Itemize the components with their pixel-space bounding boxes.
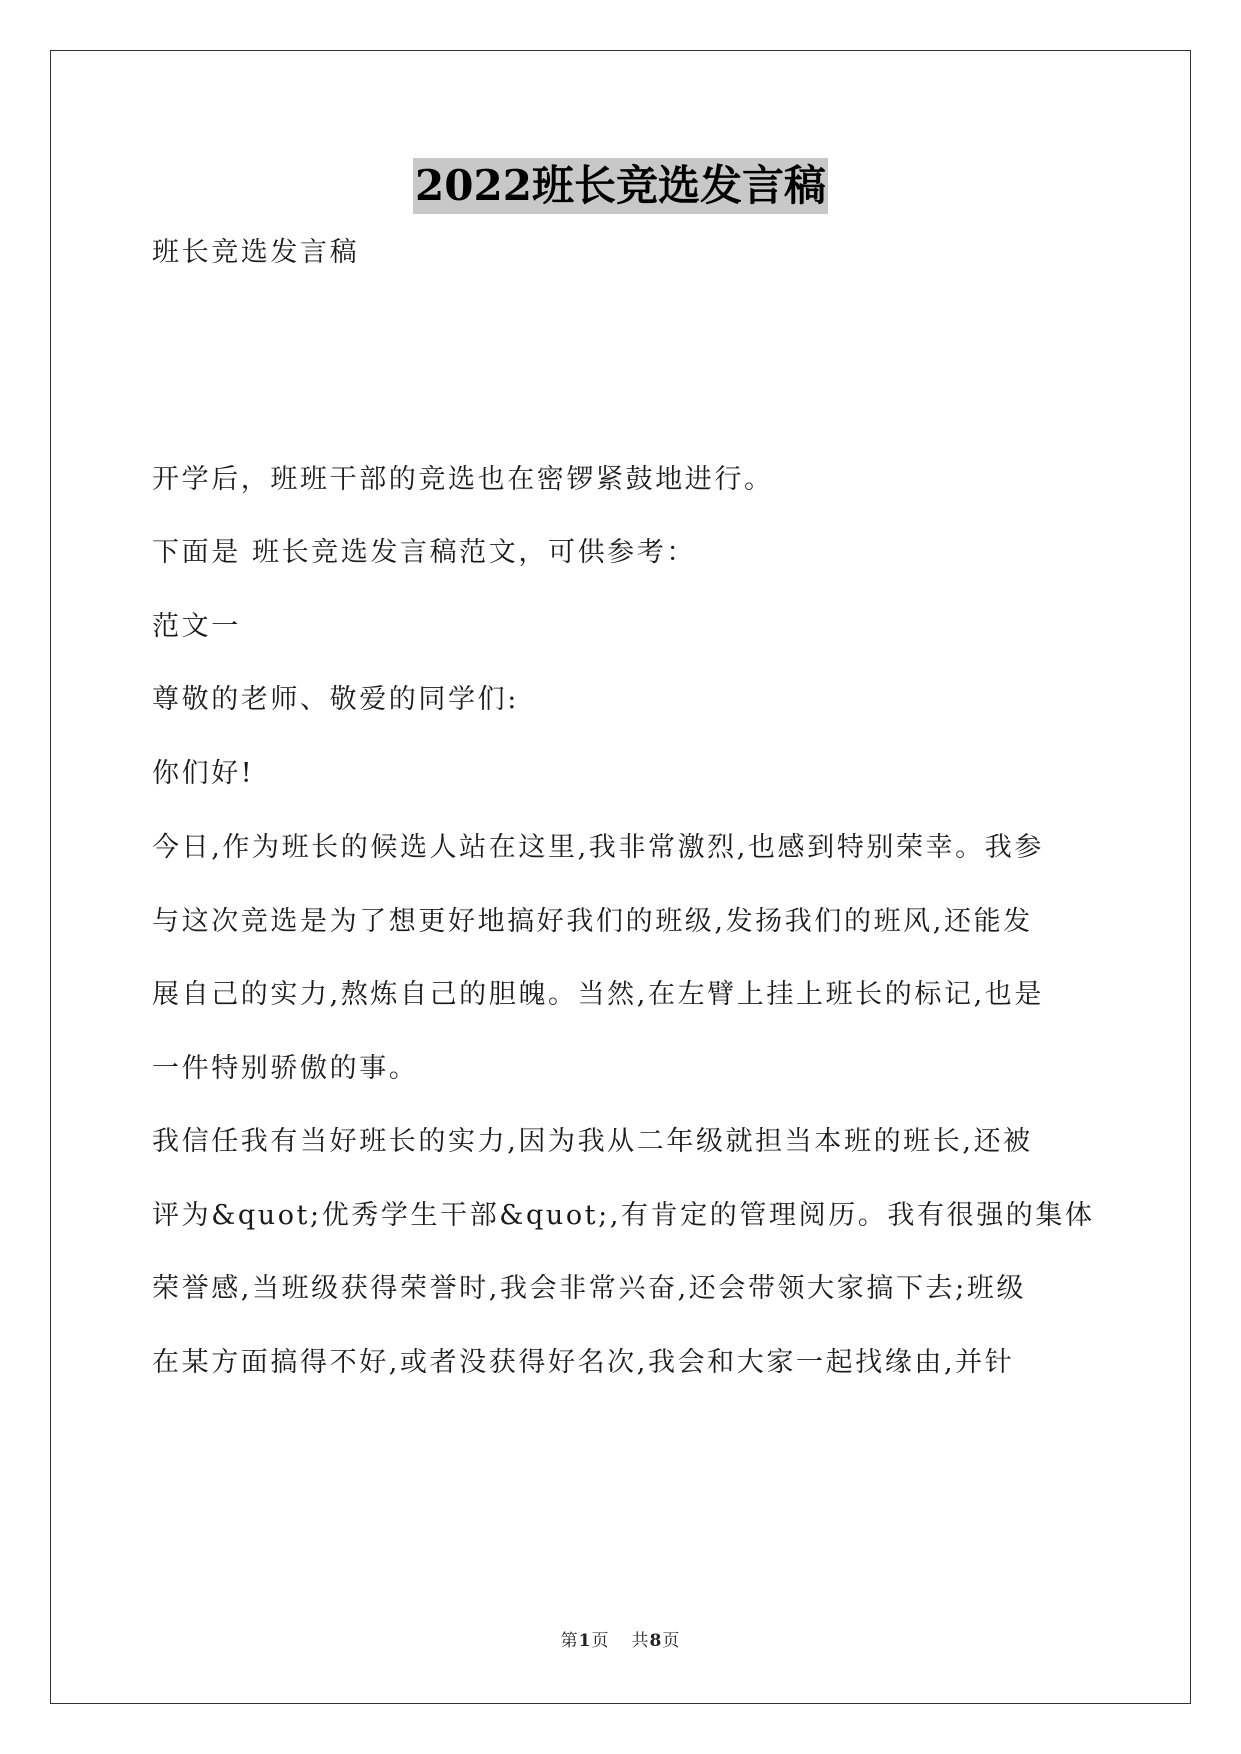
total-page-number: 8 xyxy=(649,1631,663,1651)
text-line: 荣誉感,当班级获得荣誉时,我会非常兴奋,还会带领大家搞下去;班级 xyxy=(152,1273,1027,1304)
total-prefix: 共 xyxy=(631,1631,650,1651)
page-prefix: 第 xyxy=(560,1631,579,1651)
current-page-number: 1 xyxy=(578,1631,592,1651)
text-line: 在某方面搞得不好,或者没获得好名次,我会和大家一起找缘由,并针 xyxy=(152,1346,1015,1378)
document-subtitle: 班长竞选发言稿 xyxy=(152,237,360,268)
title-container xyxy=(0,158,1241,214)
paragraph-body-2 xyxy=(152,1105,1095,1399)
paragraph-intro: 开学后，班班干部的竞选也在密锣紧鼓地进行。 xyxy=(152,464,774,495)
text-line: 与这次竞选是为了想更好地搞好我们的班级,发扬我们的班风,还能发 xyxy=(152,905,1033,937)
paragraph-greeting: 你们好! xyxy=(152,758,255,789)
text-line: 今日,作为班长的候选人站在这里,我非常激烈,也感到特别荣幸。我参 xyxy=(152,832,1044,863)
text-line: 我信任我有当好班长的实力,因为我从二年级就担当本班的班长,还被 xyxy=(152,1126,1033,1157)
paragraph-body-1 xyxy=(152,811,1044,1105)
paragraph-salutation: 尊敬的老师、敬爱的同学们: xyxy=(152,684,519,715)
total-unit: 页 xyxy=(662,1631,681,1651)
page-unit: 页 xyxy=(591,1631,610,1651)
text-line: 展自己的实力,熬炼自己的胆魄。当然,在左臂上挂上班长的标记,也是 xyxy=(152,979,1044,1010)
paragraph-reference: 下面是 班长竞选发言稿范文，可供参考： xyxy=(152,537,696,568)
text-line: 一件特别骄傲的事。 xyxy=(152,1052,419,1084)
paragraph-sample-heading: 范文一 xyxy=(152,611,241,642)
text-line: 评为&quot;优秀学生干部&quot;,有肯定的管理阅历。我有很强的集体 xyxy=(152,1199,1095,1231)
page-footer xyxy=(0,1626,1241,1651)
document-title: 2022班长竞选发言稿 xyxy=(413,158,828,214)
